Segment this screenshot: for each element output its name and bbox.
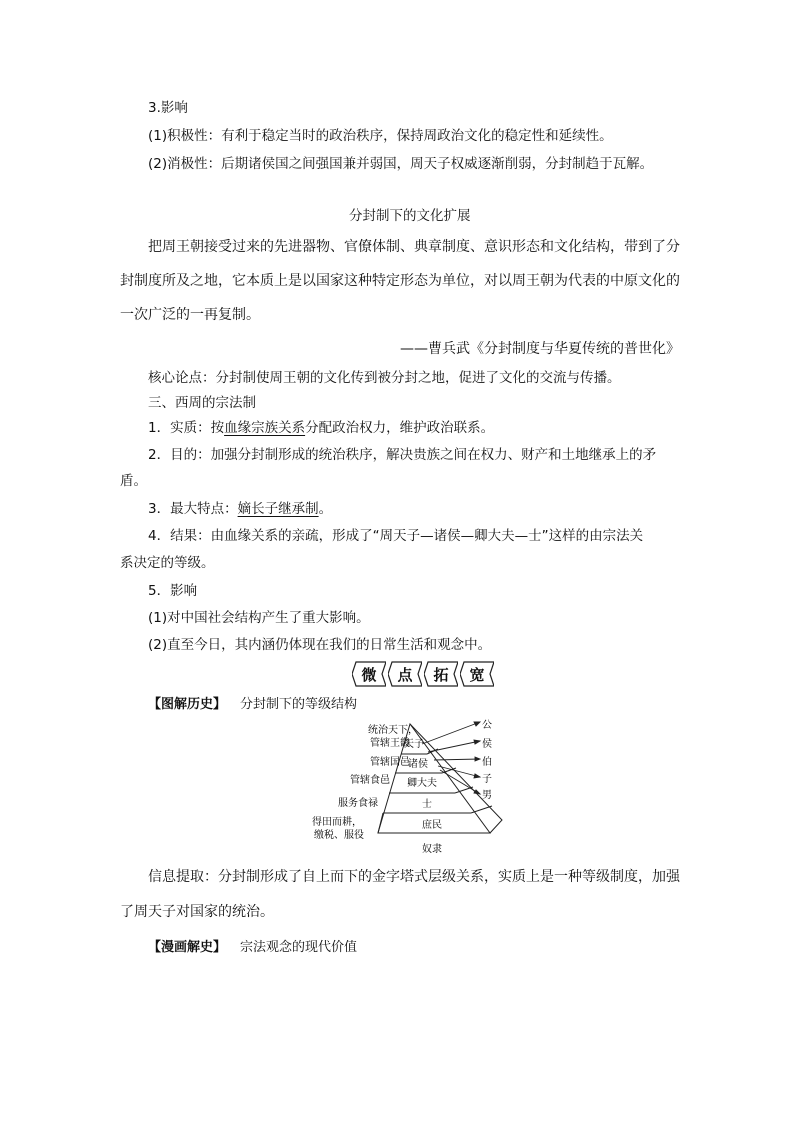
banner-cell: 微	[352, 661, 386, 687]
level-zhuhou: 诸侯	[408, 759, 428, 770]
item-feature: 3．最大特点：嫡长子继承制。	[148, 501, 333, 517]
influence-1: (1)对中国社会结构产生了重大影响。	[148, 610, 370, 626]
role-qingdafu: 管辖食邑	[350, 775, 390, 786]
section-heading: 三、西周的宗法制	[148, 395, 256, 411]
role-shi: 服务食禄	[338, 798, 378, 809]
item-essence: 1．实质：按血缘宗族关系分配政治权力，维护政治联系。	[148, 420, 495, 436]
item-result-cont: 系决定的等级。	[120, 555, 215, 571]
rank-bo: 伯	[482, 757, 492, 768]
rank-zi: 子	[482, 774, 492, 785]
reading-line-2: 封制度所及之地，它本质上是以国家这种特定形态为单位，对以周王朝为代表的中原文化的	[120, 273, 680, 289]
banner-cell: 点	[388, 661, 422, 687]
rank-gong: 公	[482, 720, 492, 731]
core-argument: 核心论点：分封制使周王朝的文化传到被分封之地，促进了文化的交流与传播。	[148, 370, 621, 386]
item-influence: 5．影响	[148, 583, 198, 599]
banner-cell: 宽	[460, 661, 494, 687]
positive-impact: (1)积极性：有利于稳定当时的政治秩序，保持周政治文化的稳定性和延续性。	[148, 128, 613, 144]
role-shumin-2: 缴税、服役	[314, 830, 364, 841]
info-extraction: 信息提取：分封制形成了自上而下的金字塔式层级关系，实质上是一种等级制度，加强	[148, 869, 680, 885]
negative-impact: (2)消极性：后期诸侯国之间强国兼并弱国，周天子权威逐渐削弱，分封制趋于瓦解。	[148, 156, 654, 172]
hierarchy-pyramid	[310, 716, 520, 858]
diagram-heading: 【图解历史】 分封制下的等级结构	[148, 697, 358, 712]
item-purpose: 2．目的：加强分封制形成的统治秩序，解决贵族之间在权力、财产和土地继承上的矛	[148, 447, 657, 463]
weidian-tuokuan-banner	[352, 661, 496, 687]
reading-line-3: 一次广泛的一再复制。	[120, 307, 260, 323]
comic-heading: 【漫画解史】 宗法观念的现代价值	[148, 940, 358, 955]
role-zhuhou: 管辖国邑	[370, 757, 410, 768]
banner-cell: 拓	[424, 661, 458, 687]
item-result: 4．结果：由血缘关系的亲疏，形成了“周天子—诸侯—卿大夫—士”这样的由宗法关	[148, 528, 644, 544]
level-shi: 士	[422, 799, 432, 810]
reading-title: 分封制下的文化扩展	[349, 208, 471, 224]
reading-source: ——曹兵武《分封制度与华夏传统的普世化》	[400, 341, 680, 357]
rank-nan: 男	[482, 790, 492, 801]
role-tianzi-1: 统治天下，	[368, 725, 418, 736]
level-qingdafu: 卿大夫	[407, 778, 437, 789]
role-tianzi-2: 管辖王畿	[370, 738, 410, 749]
level-nuli: 奴隶	[422, 844, 442, 855]
role-shumin-1: 得田而耕，	[312, 817, 362, 828]
level-tianzi: 天子	[404, 739, 424, 750]
item-purpose-cont: 盾。	[120, 473, 147, 489]
reading-line-1: 把周王朝接受过来的先进器物、官僚体制、典章制度、意识形态和文化结构，带到了分	[148, 239, 680, 255]
rank-hou: 侯	[482, 739, 492, 750]
info-extraction-cont: 了周天子对国家的统治。	[120, 904, 274, 920]
level-shumin: 庶民	[422, 820, 442, 831]
influence-2: (2)直至今日，其内涵仍体现在我们的日常生活和观念中。	[148, 637, 492, 653]
section-3-title: 3.影响	[148, 100, 188, 116]
